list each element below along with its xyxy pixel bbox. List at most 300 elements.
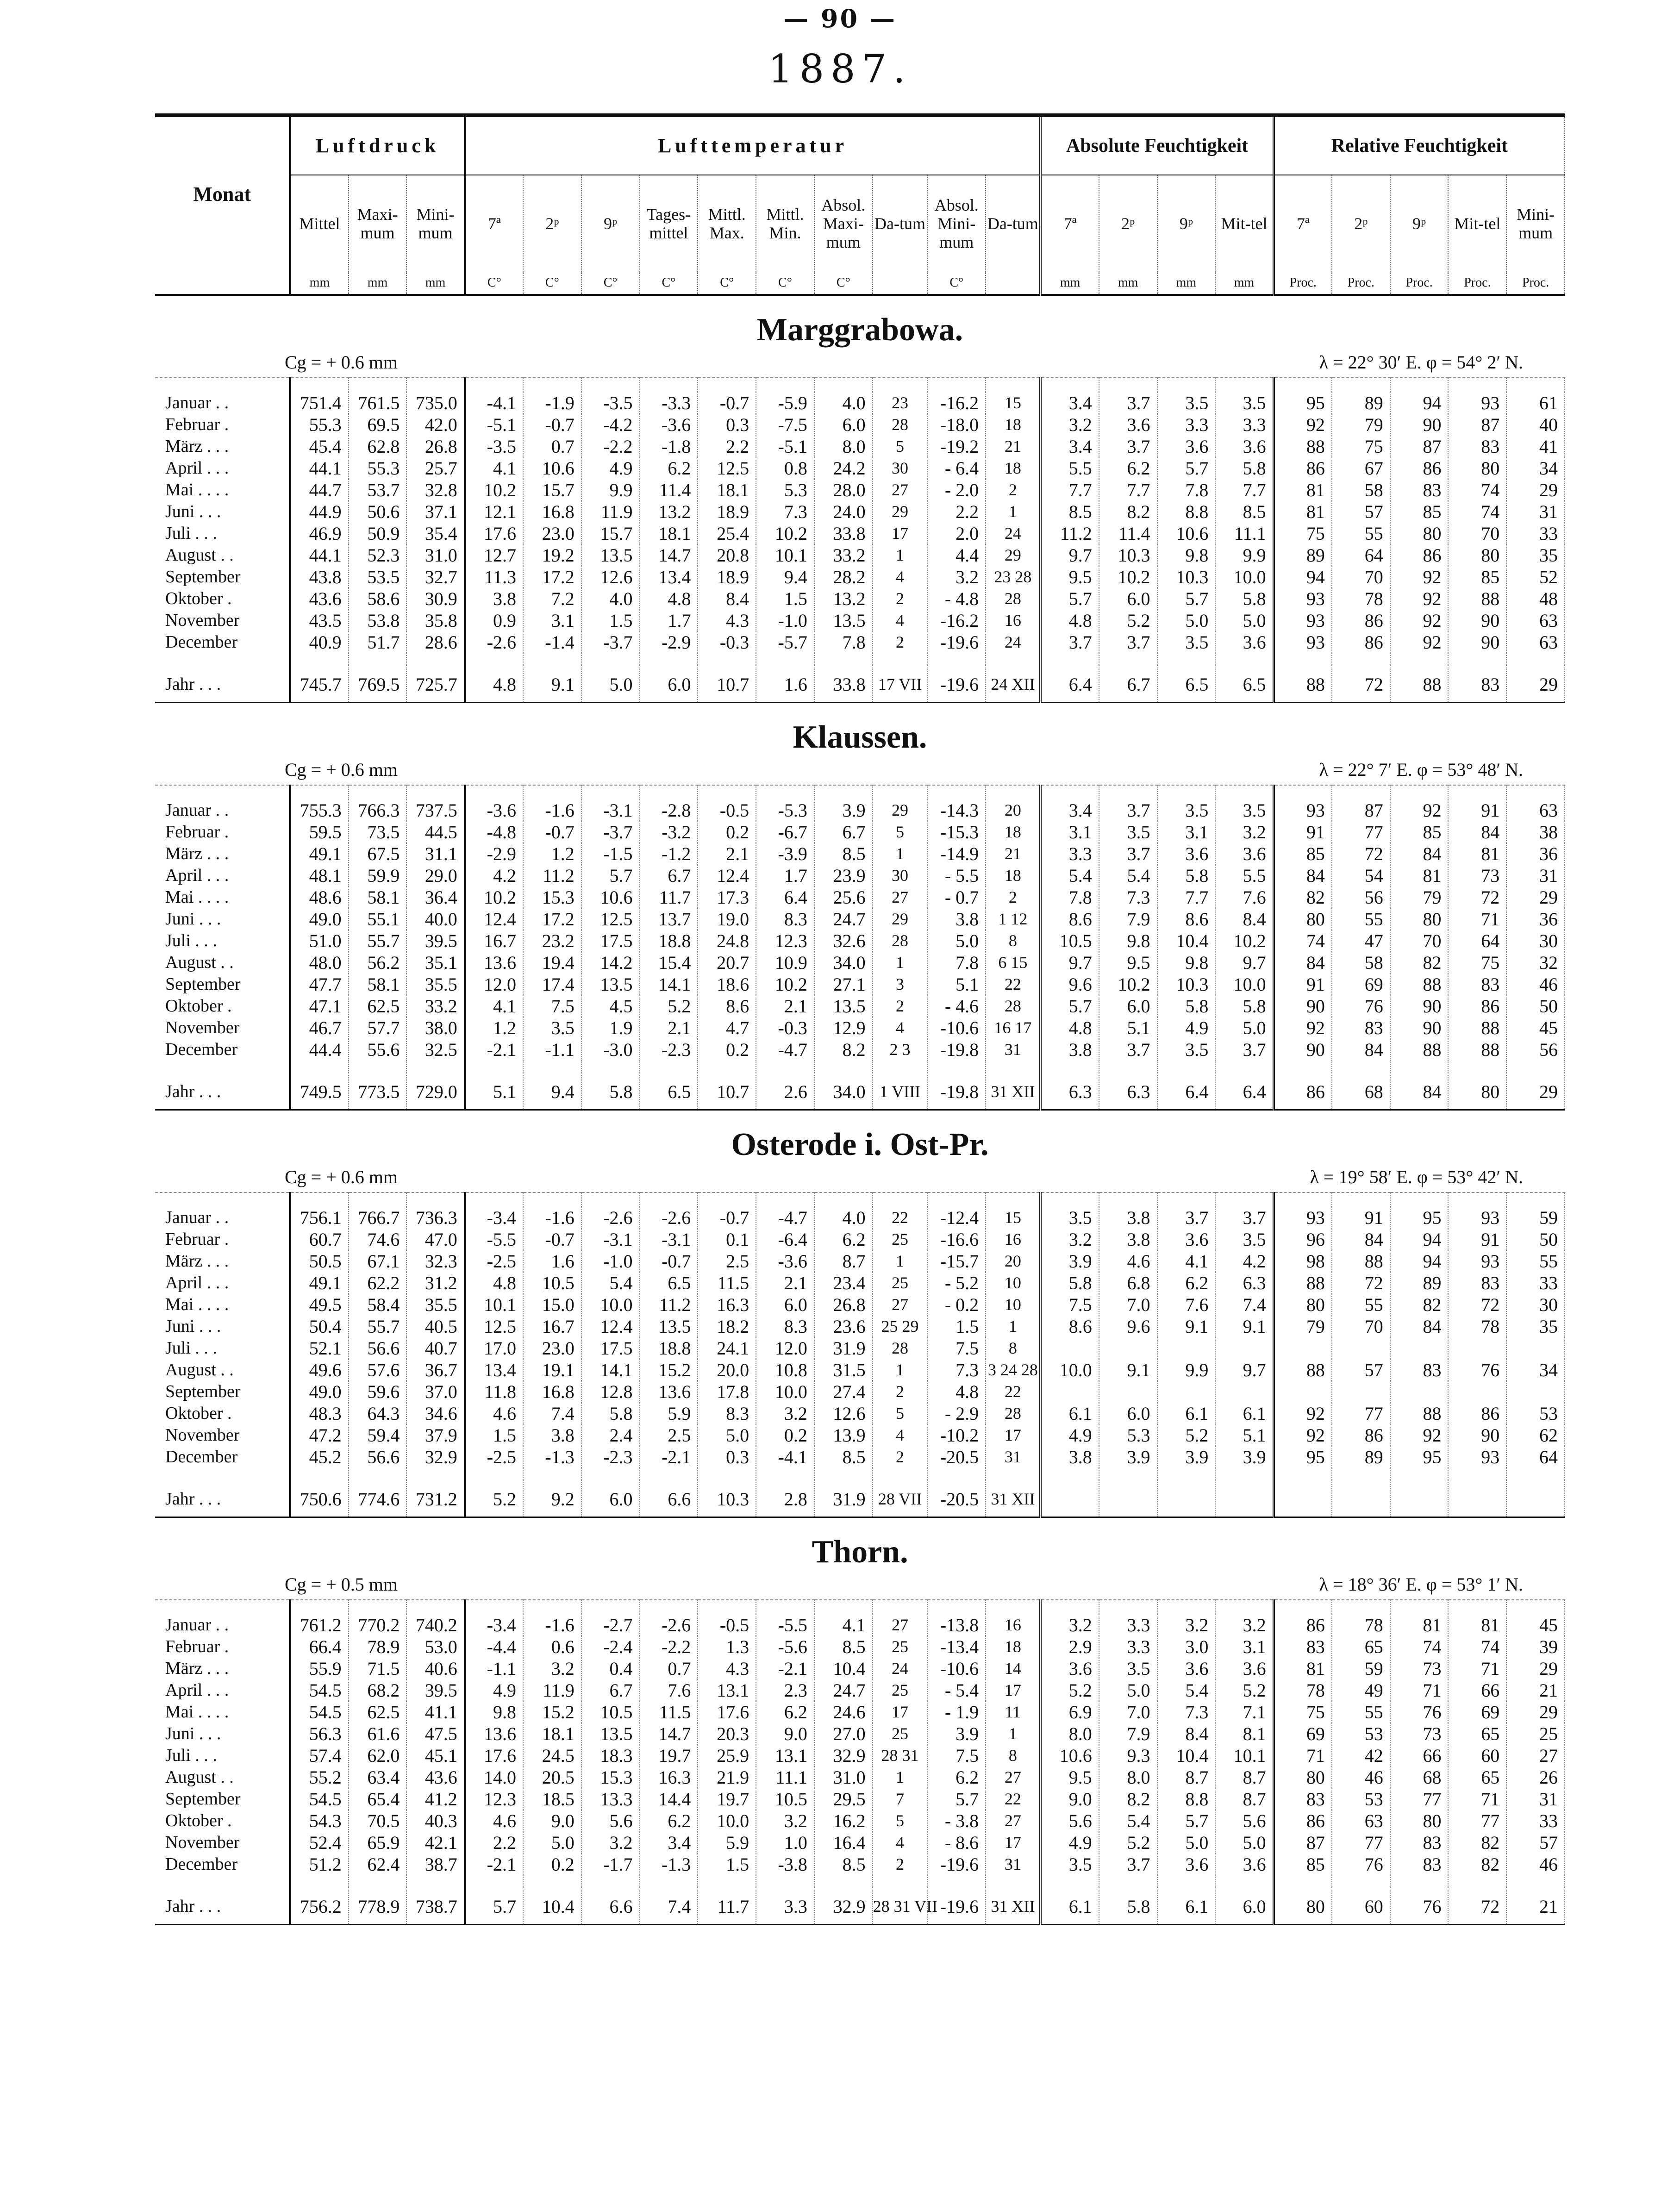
- month-label: November: [155, 1017, 290, 1039]
- table-cell: 11.7: [698, 1887, 756, 1925]
- table-cell: 75: [1332, 436, 1390, 457]
- table-cell: 3.7: [1099, 631, 1157, 653]
- table-cell: 80: [1274, 908, 1332, 930]
- table-cell: -2.1: [640, 1446, 698, 1468]
- table-cell: 8.6: [1041, 908, 1099, 930]
- table-cell: 29: [1506, 479, 1565, 501]
- header-unit-14: mm: [1041, 272, 1099, 295]
- table-row: [155, 1614, 1565, 1636]
- table-cell: 1: [873, 1766, 928, 1788]
- table-cell: 15.3: [523, 886, 581, 908]
- table-cell: 13.1: [756, 1745, 814, 1766]
- table-cell: 24.6: [814, 1701, 873, 1723]
- table-cell: 63: [1506, 610, 1565, 631]
- table-cell: 9.8: [1099, 930, 1157, 952]
- spacer-cell: [406, 378, 465, 392]
- table-cell: 53: [1332, 1788, 1390, 1810]
- table-cell: 53.0: [406, 1636, 465, 1658]
- table-cell: 56.6: [349, 1446, 407, 1468]
- table-cell: - 0.7: [927, 886, 986, 908]
- table-cell: 58.1: [349, 886, 407, 908]
- table-cell: 55: [1332, 523, 1390, 544]
- table-cell: 4.2: [1215, 1250, 1274, 1272]
- table-cell: 8.3: [698, 1403, 756, 1424]
- table-cell: 44.4: [290, 1039, 349, 1061]
- table-cell: 91: [1448, 1229, 1506, 1250]
- table-cell: 5: [873, 821, 928, 843]
- table-cell: 74: [1274, 930, 1332, 952]
- table-cell: 12.7: [465, 544, 523, 566]
- table-cell: 745.7: [290, 665, 349, 703]
- table-cell: 10.8: [756, 1359, 814, 1381]
- spacer-cell: [986, 1600, 1041, 1614]
- month-label: August . .: [155, 1359, 290, 1381]
- header-col-21: Mit-tel: [1448, 175, 1506, 272]
- table-cell: 1: [873, 544, 928, 566]
- table-cell: 70: [1390, 930, 1449, 952]
- table-cell: 7.4: [640, 1887, 698, 1925]
- header-col-12: Absol. Mini-mum: [927, 175, 986, 272]
- table-cell: 55: [1506, 1250, 1565, 1272]
- table-cell: 10.7: [698, 665, 756, 703]
- table-cell: -3.8: [756, 1854, 814, 1875]
- table-cell: 70: [1448, 523, 1506, 544]
- spacer-cell: [698, 653, 756, 665]
- table-cell: -2.9: [465, 843, 523, 865]
- spacer-cell: [986, 1468, 1041, 1480]
- spacer-cell: [523, 378, 581, 392]
- table-cell: 75: [1274, 1701, 1332, 1723]
- table-row: [155, 1446, 1565, 1468]
- table-cell: 27: [986, 1766, 1041, 1788]
- table-cell: 3.1: [523, 610, 581, 631]
- spacer-cell: [155, 1600, 290, 1614]
- station-coordinates: λ = 18° 36′ E. φ = 53° 1′ N.: [1319, 1574, 1524, 1595]
- table-cell: 18.9: [698, 566, 756, 588]
- header-col-8: Mittl. Max.: [698, 175, 756, 272]
- table-cell: 12.3: [756, 930, 814, 952]
- table-cell: 88: [1274, 1359, 1332, 1381]
- table-row: [155, 501, 1565, 523]
- table-cell: -2.1: [756, 1658, 814, 1679]
- table-cell: 7.6: [1157, 1294, 1216, 1316]
- table-cell: 3.8: [1099, 1229, 1157, 1250]
- table-cell: 39.5: [406, 1679, 465, 1701]
- table-cell: -0.5: [698, 1614, 756, 1636]
- table-cell: 7.6: [1215, 886, 1274, 908]
- table-cell: 761.5: [349, 392, 407, 414]
- table-cell: 24.5: [523, 1745, 581, 1766]
- table-cell: -0.3: [698, 631, 756, 653]
- spacer-cell: [1448, 378, 1506, 392]
- table-cell: 3.2: [1215, 821, 1274, 843]
- spacer-cell: [1390, 653, 1449, 665]
- table-cell: 46: [1332, 1766, 1390, 1788]
- table-cell: 3.5: [1099, 821, 1157, 843]
- table-cell: 3.6: [1215, 631, 1274, 653]
- table-cell: 3.7: [1041, 631, 1099, 653]
- table-cell: [1157, 1337, 1216, 1359]
- table-cell: [1448, 1337, 1506, 1359]
- table-cell: 90: [1448, 631, 1506, 653]
- table-cell: 3.5: [1041, 1207, 1099, 1229]
- table-cell: -14.3: [927, 799, 986, 821]
- table-cell: 84: [1448, 821, 1506, 843]
- table-cell: 10.5: [581, 1701, 640, 1723]
- table-cell: 13.9: [814, 1424, 873, 1446]
- table-cell: - 3.8: [927, 1810, 986, 1832]
- table-cell: 10.1: [1215, 1745, 1274, 1766]
- table-cell: -2.9: [640, 631, 698, 653]
- table-cell: 51.0: [290, 930, 349, 952]
- table-cell: 8.7: [814, 1250, 873, 1272]
- table-cell: 28.2: [814, 566, 873, 588]
- spacer-cell: [581, 1875, 640, 1887]
- station-header-row: [155, 295, 1565, 378]
- month-label: April . . .: [155, 1679, 290, 1701]
- station-header: [155, 1110, 1565, 1193]
- table-cell: 10.2: [1099, 974, 1157, 995]
- spacer-cell: [927, 1875, 986, 1887]
- table-cell: 6.6: [581, 1887, 640, 1925]
- table-cell: 6.4: [756, 886, 814, 908]
- table-cell: 17 VII: [873, 665, 928, 703]
- table-cell: 31 XII: [986, 1073, 1041, 1110]
- table-cell: 89: [1390, 1272, 1449, 1294]
- table-cell: 71.5: [349, 1658, 407, 1679]
- table-cell: 17.6: [465, 1745, 523, 1766]
- spacer-cell: [1041, 1468, 1099, 1480]
- table-cell: 43.5: [290, 610, 349, 631]
- table-cell: 11.8: [465, 1381, 523, 1403]
- table-cell: 66: [1448, 1679, 1506, 1701]
- table-cell: 76: [1332, 995, 1390, 1017]
- table-cell: -13.8: [927, 1614, 986, 1636]
- table-cell: 32.9: [814, 1745, 873, 1766]
- spacer-cell: [349, 1468, 407, 1480]
- table-cell: 6.2: [1099, 457, 1157, 479]
- table-cell: 11.2: [523, 865, 581, 886]
- table-cell: - 4.6: [927, 995, 986, 1017]
- month-label: April . . .: [155, 865, 290, 886]
- table-cell: -6.7: [756, 821, 814, 843]
- spacer-cell: [756, 1061, 814, 1073]
- table-cell: 4: [873, 1017, 928, 1039]
- table-cell: 55: [1332, 1701, 1390, 1723]
- table-cell: 3.5: [1041, 1854, 1099, 1875]
- spacer-cell: [986, 1192, 1041, 1207]
- table-cell: 78: [1274, 1679, 1332, 1701]
- table-row: [155, 1658, 1565, 1679]
- table-cell: 67: [1332, 457, 1390, 479]
- table-row: [155, 1272, 1565, 1294]
- month-label: Februar .: [155, 1636, 290, 1658]
- table-cell: 94: [1390, 1229, 1449, 1250]
- spacer-cell: [986, 1061, 1041, 1073]
- table-cell: [1332, 1337, 1390, 1359]
- table-cell: 95: [1274, 392, 1332, 414]
- table-cell: 31 XII: [986, 1480, 1041, 1517]
- header-group-luftdruck: Luftdruck: [290, 117, 465, 175]
- table-cell: 31.0: [406, 544, 465, 566]
- table-cell: 77: [1448, 1810, 1506, 1832]
- table-cell: 71: [1448, 908, 1506, 930]
- table-cell: 7.2: [523, 588, 581, 610]
- table-cell: 14.1: [581, 1359, 640, 1381]
- table-cell: 11.4: [640, 479, 698, 501]
- table-cell: 29.0: [406, 865, 465, 886]
- table-cell: 4.1: [814, 1614, 873, 1636]
- table-cell: 5: [873, 1810, 928, 1832]
- table-cell: 7.3: [1157, 1701, 1216, 1723]
- table-cell: 766.7: [349, 1207, 407, 1229]
- table-cell: 12.8: [581, 1381, 640, 1403]
- spacer-cell: [406, 1061, 465, 1073]
- table-cell: 2.9: [1041, 1636, 1099, 1658]
- table-cell: 5.4: [1157, 1679, 1216, 1701]
- table-cell: 74: [1448, 1636, 1506, 1658]
- table-cell: 6.5: [640, 1272, 698, 1294]
- table-cell: 29: [873, 501, 928, 523]
- table-cell: 90: [1390, 414, 1449, 436]
- table-cell: -7.5: [756, 414, 814, 436]
- table-cell: -5.6: [756, 1636, 814, 1658]
- spacer-cell: [1274, 1192, 1332, 1207]
- spacer-cell: [465, 1600, 523, 1614]
- table-cell: 3.5: [1157, 631, 1216, 653]
- table-cell: 12.5: [581, 908, 640, 930]
- table-cell: -5.5: [465, 1229, 523, 1250]
- table-cell: 32.8: [406, 479, 465, 501]
- table-cell: 79: [1390, 886, 1449, 908]
- table-cell: 6.1: [1157, 1403, 1216, 1424]
- spacer-cell: [986, 1875, 1041, 1887]
- spacer-cell: [523, 653, 581, 665]
- table-cell: 750.6: [290, 1480, 349, 1517]
- table-cell: 11.5: [698, 1272, 756, 1294]
- table-cell: 10.2: [465, 479, 523, 501]
- table-cell: 14.2: [581, 952, 640, 974]
- table-cell: 5.8: [1099, 1887, 1157, 1925]
- table-cell: 2: [873, 995, 928, 1017]
- table-cell: 33: [1506, 1272, 1565, 1294]
- table-cell: [1274, 1337, 1332, 1359]
- table-row: [155, 610, 1565, 631]
- table-cell: 92: [1274, 1403, 1332, 1424]
- table-cell: 54.5: [290, 1788, 349, 1810]
- spacer-cell: [1099, 785, 1157, 799]
- table-cell: -18.0: [927, 414, 986, 436]
- table-cell: 43.6: [290, 588, 349, 610]
- spacer-cell: [406, 1600, 465, 1614]
- table-cell: 0.7: [523, 436, 581, 457]
- table-cell: 38.7: [406, 1854, 465, 1875]
- table-cell: 84: [1274, 952, 1332, 974]
- table-cell: 31.9: [814, 1337, 873, 1359]
- table-cell: 23.0: [523, 1337, 581, 1359]
- table-cell: 6.5: [1215, 665, 1274, 703]
- table-cell: 86: [1448, 995, 1506, 1017]
- table-cell: 4.0: [814, 392, 873, 414]
- table-cell: 35.1: [406, 952, 465, 974]
- table-cell: 8.4: [1215, 908, 1274, 930]
- table-cell: 0.2: [756, 1424, 814, 1446]
- spacer-cell: [873, 378, 928, 392]
- station-header: [155, 1517, 1565, 1600]
- table-cell: -3.6: [465, 799, 523, 821]
- table-cell: 3.4: [1041, 436, 1099, 457]
- table-cell: 3.6: [1041, 1658, 1099, 1679]
- table-cell: 21: [1506, 1679, 1565, 1701]
- table-cell: 4.0: [814, 1207, 873, 1229]
- table-cell: 8: [986, 1745, 1041, 1766]
- table-cell: 5.2: [1041, 1679, 1099, 1701]
- table-cell: 2 3: [873, 1039, 928, 1061]
- table-cell: 56.6: [349, 1337, 407, 1359]
- table-cell: 13.5: [581, 974, 640, 995]
- table-cell: 9.9: [1215, 544, 1274, 566]
- table-cell: 27: [873, 886, 928, 908]
- table-cell: 6.2: [927, 1766, 986, 1788]
- table-cell: 3.2: [756, 1403, 814, 1424]
- table-cell: 5.9: [698, 1832, 756, 1854]
- table-cell: -4.2: [581, 414, 640, 436]
- table-cell: 10: [986, 1294, 1041, 1316]
- spacer-cell: [698, 1875, 756, 1887]
- table-cell: - 4.8: [927, 588, 986, 610]
- table-cell: 48.0: [290, 952, 349, 974]
- table-cell: 16.4: [814, 1832, 873, 1854]
- table-cell: 18.9: [698, 501, 756, 523]
- table-cell: 8.4: [1157, 1723, 1216, 1745]
- table-cell: 1.5: [756, 588, 814, 610]
- table-cell: 29: [1506, 1073, 1565, 1110]
- table-cell: 3.5: [1099, 1658, 1157, 1679]
- table-cell: 5.3: [756, 479, 814, 501]
- table-cell: 73: [1448, 865, 1506, 886]
- table-cell: 1 VIII: [873, 1073, 928, 1110]
- table-cell: 9.9: [581, 479, 640, 501]
- table-cell: 33: [1506, 1810, 1565, 1832]
- table-cell: 11.1: [756, 1766, 814, 1788]
- table-cell: 78: [1332, 588, 1390, 610]
- header-unit-22: Proc.: [1506, 272, 1565, 295]
- table-cell: 51.2: [290, 1854, 349, 1875]
- spacer-cell: [349, 378, 407, 392]
- table-cell: 63: [1506, 799, 1565, 821]
- table-cell: - 8.6: [927, 1832, 986, 1854]
- spacer-cell: [1448, 653, 1506, 665]
- table-cell: 9.0: [1041, 1788, 1099, 1810]
- table-cell: 85: [1448, 566, 1506, 588]
- table-cell: 3.9: [1041, 1250, 1099, 1272]
- table-cell: 84: [1390, 843, 1449, 865]
- table-cell: 71: [1390, 1679, 1449, 1701]
- spacer-cell: [756, 653, 814, 665]
- table-cell: 18.1: [523, 1723, 581, 1745]
- table-row: [155, 799, 1565, 821]
- table-cell: 8.8: [1157, 1788, 1216, 1810]
- table-cell: -1.8: [640, 436, 698, 457]
- table-row: [155, 457, 1565, 479]
- spacer-cell: [523, 1468, 581, 1480]
- table-cell: 0.7: [640, 1658, 698, 1679]
- table-cell: 3.1: [1215, 1636, 1274, 1658]
- table-cell: 3.6: [1157, 1658, 1216, 1679]
- table-cell: 55.7: [349, 930, 407, 952]
- table-cell: 3.5: [1215, 1229, 1274, 1250]
- table-cell: 3.3: [1099, 1636, 1157, 1658]
- spacer-cell: [1390, 1061, 1449, 1073]
- table-cell: 62.5: [349, 995, 407, 1017]
- header-group-lufttemperatur: Lufttemperatur: [465, 117, 1041, 175]
- table-cell: 5: [873, 436, 928, 457]
- table-cell: -4.7: [756, 1207, 814, 1229]
- table-cell: 7.1: [1215, 1701, 1274, 1723]
- table-cell: -3.1: [581, 799, 640, 821]
- table-cell: 86: [1274, 1614, 1332, 1636]
- table-cell: - 5.5: [927, 865, 986, 886]
- table-cell: 18: [986, 865, 1041, 886]
- table-cell: 39.5: [406, 930, 465, 952]
- header-unit-19: Proc.: [1332, 272, 1390, 295]
- table-cell: 34.0: [814, 952, 873, 974]
- spacer-cell: [1041, 378, 1099, 392]
- table-row: [155, 414, 1565, 436]
- year-total-row: [155, 1073, 1565, 1110]
- table-cell: 76: [1390, 1701, 1449, 1723]
- spacer-row: [155, 1875, 1565, 1887]
- spacer-cell: [1215, 1600, 1274, 1614]
- table-cell: 3.7: [1099, 799, 1157, 821]
- table-cell: 735.0: [406, 392, 465, 414]
- station-coordinates: λ = 22° 30′ E. φ = 54° 2′ N.: [1319, 352, 1524, 373]
- year-total-row: [155, 665, 1565, 703]
- table-cell: 16 17: [986, 1017, 1041, 1039]
- table-cell: [1390, 1480, 1449, 1517]
- table-cell: [1390, 1381, 1449, 1403]
- table-cell: 25: [873, 1272, 928, 1294]
- spacer-cell: [1099, 378, 1157, 392]
- table-cell: [1041, 1381, 1099, 1403]
- table-cell: 3: [873, 974, 928, 995]
- table-cell: 78: [1332, 1614, 1390, 1636]
- table-cell: 47.5: [406, 1723, 465, 1745]
- table-cell: 17: [986, 1679, 1041, 1701]
- table-cell: 6.4: [1157, 1073, 1216, 1110]
- table-cell: 50.9: [349, 523, 407, 544]
- spacer-cell: [1448, 1468, 1506, 1480]
- table-cell: 5.6: [1215, 1810, 1274, 1832]
- spacer-cell: [873, 1600, 928, 1614]
- table-cell: 3.8: [1099, 1207, 1157, 1229]
- spacer-cell: [1448, 1192, 1506, 1207]
- table-cell: 13.6: [640, 1381, 698, 1403]
- spacer-cell: [581, 653, 640, 665]
- month-label: März . . .: [155, 1250, 290, 1272]
- table-cell: 32.9: [814, 1887, 873, 1925]
- table-cell: 59.9: [349, 865, 407, 886]
- table-cell: 3.7: [1099, 392, 1157, 414]
- table-cell: 4: [873, 1832, 928, 1854]
- table-cell: 71: [1448, 1788, 1506, 1810]
- station-name: Thorn.: [812, 1534, 908, 1570]
- table-cell: 1.9: [581, 1017, 640, 1039]
- table-cell: 43.8: [290, 566, 349, 588]
- table-cell: 2.1: [756, 1272, 814, 1294]
- header-unit-6: C°: [581, 272, 640, 295]
- table-cell: 5.7: [465, 1887, 523, 1925]
